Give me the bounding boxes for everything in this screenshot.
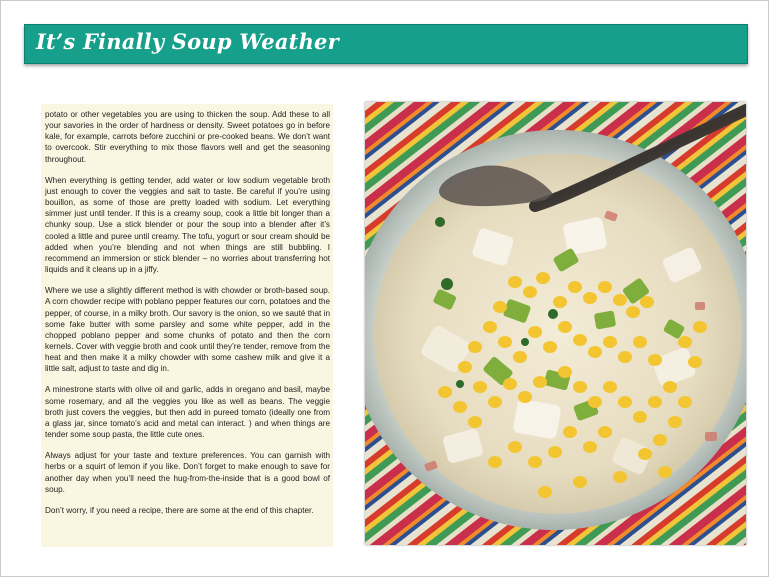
chapter-header-bar — [24, 24, 748, 64]
paragraph: Don’t worry, if you need a recipe, there are some at the end of this chapter. — [45, 505, 314, 515]
paragraph: Always adjust for your taste and texture preferences. You can garnish with herbs or a squirt of lemon if you like. Don’t forget to make enough to save for another day when you’ll need the hug-from-the-inside that is a good bowl of soup. — [45, 451, 330, 494]
paragraph: potato or other vegetables you are using to thicken the soup. Add these to all your savories in the order of hardness or density. Sweet potatoes go in before kale, for example, carrots before zucchini or pre-cooked beans. We don’t want to overcook. Stir everything to mix those flavors well and get the seasoning throughout. — [45, 110, 330, 164]
paragraph: A minestrone starts with olive oil and garlic, adds in oregano and basil, maybe some rosemary, and all the veggies you like as well as beans. The veggie broth just covers the veggies, but then add in pureed tomato (ideally one from a glass jar, since tomato’s acid and metal can interact. ) and when things are tender some soup pasta, the little cute ones. — [45, 385, 330, 440]
soup-photo — [365, 102, 746, 545]
paragraph: Where we use a slightly different method is with chowder or broth-based soup. A corn chowder recipe with poblano pepper features our corn, potatoes and the pepper, of course, in a milky broth. Our savory is the onion, so we sauté that in some fake butter with some parsley and some white pepper, add in the chopped poblano pepper and some chunks of potato and then the corn kernels. Cover with veggie broth and cook until they’re tender, remove from the heat and then make it a milky chowder with some cashew milk and give it a little salt, adjust to taste and dig in. — [45, 286, 330, 374]
soup-photo-image — [365, 102, 746, 545]
chapter-title: It’s Finally Soup Weather — [36, 29, 339, 54]
body-text-column — [41, 104, 333, 547]
paragraph: When everything is getting tender, add water or low sodium vegetable broth just enough to cover the veggies and salt to taste. Be careful if you’re using bouillon, as some of those are pretty loaded with sodium. Let everything simmer just until tender. If this is a creamy soup, cook a little bit longer than a chunky soup. Use a stick blender or pour the soup into a blender after it’s cooled a little and puree until creamy. The tofu, yogurt or sour cream should be added when you’re blending and not when things are still bubbling. I recommend an immersion or stick blender – no worries about transferring hot liquids and it cleans up in a jiffy. — [45, 175, 330, 275]
